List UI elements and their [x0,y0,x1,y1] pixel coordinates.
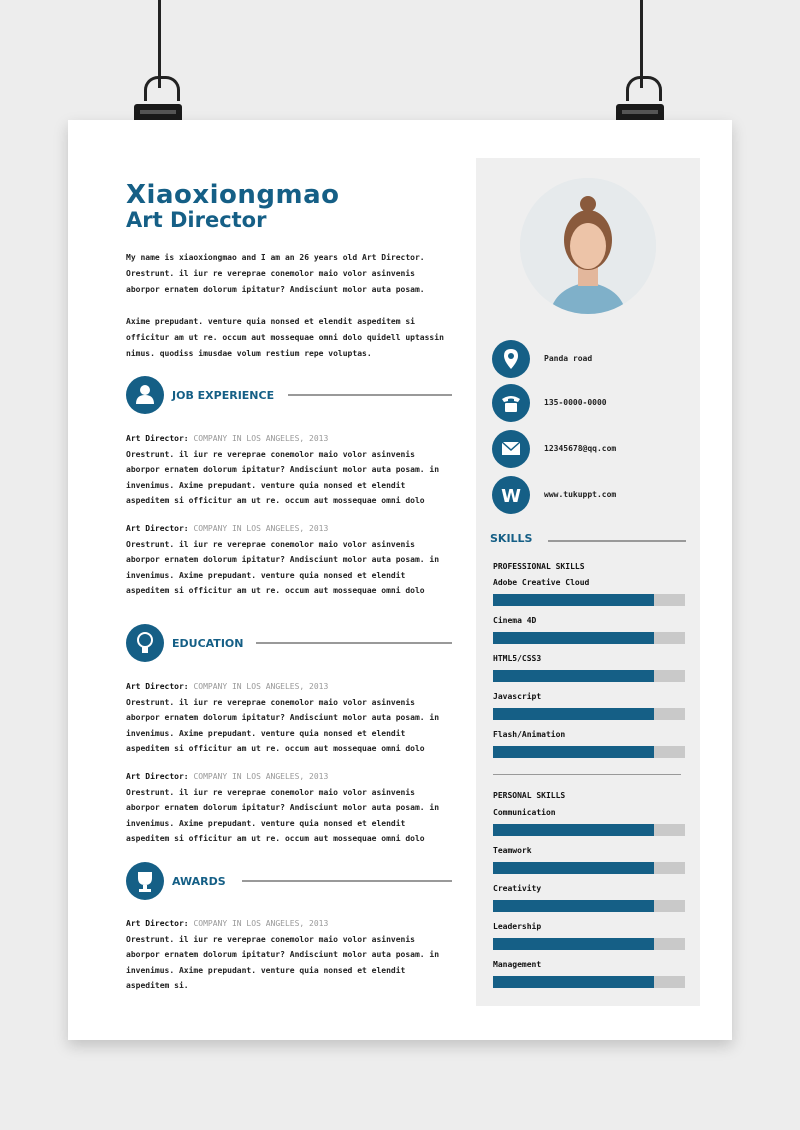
entry-text: Orestrunt. il iur re vereprae conemolor maio volor asinvenis aborpor ernatem dolorum ipitatur? Andisciunt molor auta posam. in invenimus. Axime prepudant. venture quia nonsed et elendit aspeditem si officitur am ut re. occum aut mossequae omni dolo [126,787,440,843]
skill-bar-fill [493,594,654,606]
awards-entry-1 [126,916,452,994]
skill-name: Adobe Creative Cloud [493,578,590,587]
svg-text:W: W [501,486,521,507]
personal-skills-label: PERSONAL SKILLS [493,791,566,800]
skill-bar-fill [493,938,654,950]
contact-email [492,430,692,470]
phone-text: 135-0000-0000 [544,398,607,407]
entry-title: Art Director: [126,772,189,781]
skill-creativity [493,884,685,912]
skill-name: Communication [493,808,556,817]
awards-header [126,862,452,902]
candidate-role: Art Director [126,208,267,232]
skill-bar-fill [493,900,654,912]
skill-bar-fill [493,824,654,836]
entry-title: Art Director: [126,919,189,928]
entry-company: COMPANY IN LOS ANGELES, 2013 [193,772,329,781]
candidate-name: Xiaoxiongmao [126,180,340,210]
education-entry-1 [126,679,452,757]
section-divider [256,642,452,644]
location-pin-icon [492,340,530,378]
job-entry-1 [126,431,452,509]
education-label: EDUCATION [172,637,244,650]
section-divider [288,394,452,396]
skill-javascript [493,692,685,720]
skill-bar [493,862,685,874]
website-text[interactable]: www.tukuppt.com [544,490,617,499]
skill-communication [493,808,685,836]
entry-text: Orestrunt. il iur re vereprae conemolor maio volor asinvenis aborpor ernatem dolorum ipitatur? Andisciunt molor auta posam. in invenimus. Axime prepudant. venture quia nonsed et elendit aspeditem si officitur am ut re. occum aut mossequae omni dolo [126,539,440,595]
profile-photo [520,178,656,314]
resume-paper [68,120,732,1040]
skill-bar [493,708,685,720]
skill-name: Leadership [493,922,542,931]
intro-paragraph-2: Axime prepudant. venture quia nonsed et elendit aspeditem si officitur am ut re. occum aut mossequae omni dolo quidell uptassin nimus. quodiss imusdae volum restium repe voluptas. [126,317,444,358]
entry-company: COMPANY IN LOS ANGELES, 2013 [193,919,329,928]
skill-bar [493,976,685,988]
entry-company: COMPANY IN LOS ANGELES, 2013 [193,434,329,443]
skill-leadership [493,922,685,950]
skill-name: Management [493,960,542,969]
entry-company: COMPANY IN LOS ANGELES, 2013 [193,682,329,691]
job-experience-header [126,376,452,416]
main-column [68,120,478,1040]
skill-name: HTML5/CSS3 [493,654,542,663]
skill-name: Creativity [493,884,542,893]
skill-bar-fill [493,746,654,758]
skill-cinema-4d [493,616,685,644]
skill-bar [493,938,685,950]
skill-adobe-creative-cloud [493,578,685,606]
contact-phone [492,384,692,424]
education-entry-2 [126,769,452,847]
website-icon [492,476,530,514]
binder-clip-left [130,0,190,140]
skill-flash-animation [493,730,685,758]
skill-bar [493,594,685,606]
skill-name: Flash/Animation [493,730,566,739]
skills-header [490,532,686,545]
intro-paragraph-1: My name is xiaoxiongmao and I am an 26 years old Art Director. Orestrunt. il iur re vereprae conemolor maio volor asinvenis aborpor ernatem dolorum ipitatur? Andisciunt molor auta posam. [126,253,425,294]
address-text: Panda road [544,354,593,363]
section-divider [548,540,686,542]
skill-bar [493,900,685,912]
phone-icon [492,384,530,422]
skill-bar [493,824,685,836]
person-icon [126,376,164,414]
skill-html5-css3 [493,654,685,682]
education-header [126,624,452,664]
entry-title: Art Director: [126,524,189,533]
skill-management [493,960,685,988]
skill-bar [493,670,685,682]
entry-company: COMPANY IN LOS ANGELES, 2013 [193,524,329,533]
contact-address [492,340,692,380]
entry-text: Orestrunt. il iur re vereprae conemolor maio volor asinvenis aborpor ernatem dolorum ipitatur? Andisciunt molor auta posam. in invenimus. Axime prepudant. venture quia nonsed et elendit aspeditem si officitur am ut re. occum aut mossequae omni dolo [126,697,440,753]
awards-label: AWARDS [172,875,226,888]
sidebar [476,158,700,1006]
skill-bar-fill [493,976,654,988]
contact-website [492,476,692,516]
trophy-icon [126,862,164,900]
skill-bar [493,632,685,644]
skill-name: Cinema 4D [493,616,537,625]
professional-skills-label: PROFESSIONAL SKILLS [493,562,585,571]
section-divider [242,880,452,882]
skills-label: SKILLS [490,532,533,545]
skill-bar-fill [493,670,654,682]
entry-title: Art Director: [126,434,189,443]
skills-divider [493,774,681,775]
job-entry-2 [126,521,452,599]
skill-teamwork [493,846,685,874]
entry-text: Orestrunt. il iur re vereprae conemolor maio volor asinvenis aborpor ernatem dolorum ipitatur? Andisciunt molor auta posam. in invenimus. Axime prepudant. venture quia nonsed et elendit aspeditem si. [126,934,440,990]
skill-bar [493,746,685,758]
lightbulb-icon [126,624,164,662]
skill-name: Javascript [493,692,542,701]
envelope-icon [492,430,530,468]
email-text[interactable]: 12345678@qq.com [544,444,617,453]
skill-name: Teamwork [493,846,532,855]
skill-bar-fill [493,862,654,874]
entry-text: Orestrunt. il iur re vereprae conemolor maio volor asinvenis aborpor ernatem dolorum ipitatur? Andisciunt molor auta posam. in invenimus. Axime prepudant. venture quia nonsed et elendit aspeditem si officitur am ut re. occum aut mossequae omni dolo [126,449,440,505]
job-experience-label: JOB EXPERIENCE [172,389,275,402]
entry-title: Art Director: [126,682,189,691]
skill-bar-fill [493,708,654,720]
skill-bar-fill [493,632,654,644]
binder-clip-right [612,0,672,140]
